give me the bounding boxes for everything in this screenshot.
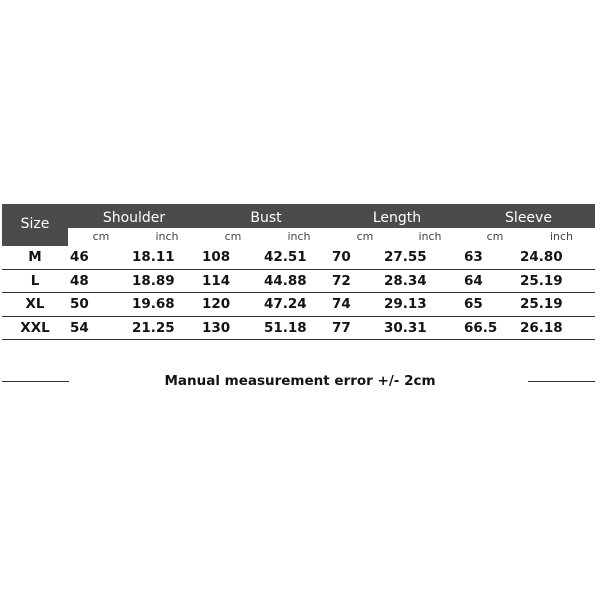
shoulder-cm-cell: 54: [70, 319, 89, 336]
table-row: [2, 246, 595, 270]
measurement-note: Manual measurement error +/- 2cm: [164, 373, 436, 389]
shoulder-inch-cell: 19.68: [132, 296, 175, 312]
bust-inch-cell: 47.24: [264, 296, 307, 312]
sleeve-inch-header: inch: [549, 230, 574, 243]
sleeve-cm-cell: 65: [464, 296, 483, 312]
length-cm-cell: 74: [332, 296, 351, 312]
length-column-header: Length: [372, 210, 422, 226]
bust-cm-cell: 120: [202, 296, 231, 312]
length-inch-header: inch: [418, 230, 442, 243]
shoulder-inch-cell: 18.11: [132, 249, 175, 265]
shoulder-cm-cell: 48: [70, 272, 89, 289]
size-chart-table: [2, 204, 595, 340]
sleeve-cm-cell: 63: [464, 249, 483, 265]
size-cell: L: [30, 272, 40, 289]
bust-column-header: Bust: [250, 210, 282, 226]
shoulder-cm-cell: 46: [70, 249, 89, 265]
size-column-header: Size: [20, 216, 50, 232]
bust-cm-cell: 108: [202, 249, 231, 265]
shoulder-cm-cell: 50: [70, 296, 89, 312]
bust-cm-cell: 130: [202, 319, 231, 336]
table-row: [2, 270, 595, 294]
sleeve-inch-cell: 25.19: [520, 272, 563, 289]
table-row: [2, 317, 595, 341]
length-inch-cell: 30.31: [384, 319, 427, 336]
bust-inch-cell: 42.51: [264, 249, 307, 265]
sleeve-column-header: Sleeve: [505, 210, 552, 226]
sleeve-cm-cell: 66.5: [464, 319, 498, 336]
note-divider-right: [528, 381, 595, 382]
length-inch-cell: 29.13: [384, 296, 427, 312]
size-cell: M: [28, 249, 42, 265]
table-row: [2, 293, 595, 317]
sleeve-cm-header: cm: [486, 230, 504, 243]
shoulder-inch-cell: 21.25: [132, 319, 175, 336]
bust-inch-cell: 51.18: [264, 319, 307, 336]
size-cell: XXL: [20, 319, 50, 336]
sleeve-inch-cell: 24.80: [520, 249, 563, 265]
length-inch-cell: 28.34: [384, 272, 427, 289]
length-cm-cell: 70: [332, 249, 351, 265]
length-cm-cell: 72: [332, 272, 351, 289]
sleeve-inch-cell: 26.18: [520, 319, 563, 336]
bust-inch-header: inch: [287, 230, 311, 243]
length-cm-header: cm: [356, 230, 374, 243]
bust-cm-header: cm: [224, 230, 242, 243]
size-cell: XL: [25, 296, 45, 312]
shoulder-inch-header: inch: [155, 230, 179, 243]
unit-header-row: [68, 228, 595, 246]
shoulder-cm-header: cm: [92, 230, 110, 243]
shoulder-column-header: Shoulder: [102, 210, 166, 226]
bust-inch-cell: 44.88: [264, 272, 307, 289]
bust-cm-cell: 114: [202, 272, 231, 289]
size-chart-header: [2, 204, 595, 246]
sleeve-inch-cell: 25.19: [520, 296, 563, 312]
sleeve-cm-cell: 64: [464, 272, 483, 289]
length-inch-cell: 27.55: [384, 249, 427, 265]
length-cm-cell: 77: [332, 319, 351, 336]
shoulder-inch-cell: 18.89: [132, 272, 175, 289]
